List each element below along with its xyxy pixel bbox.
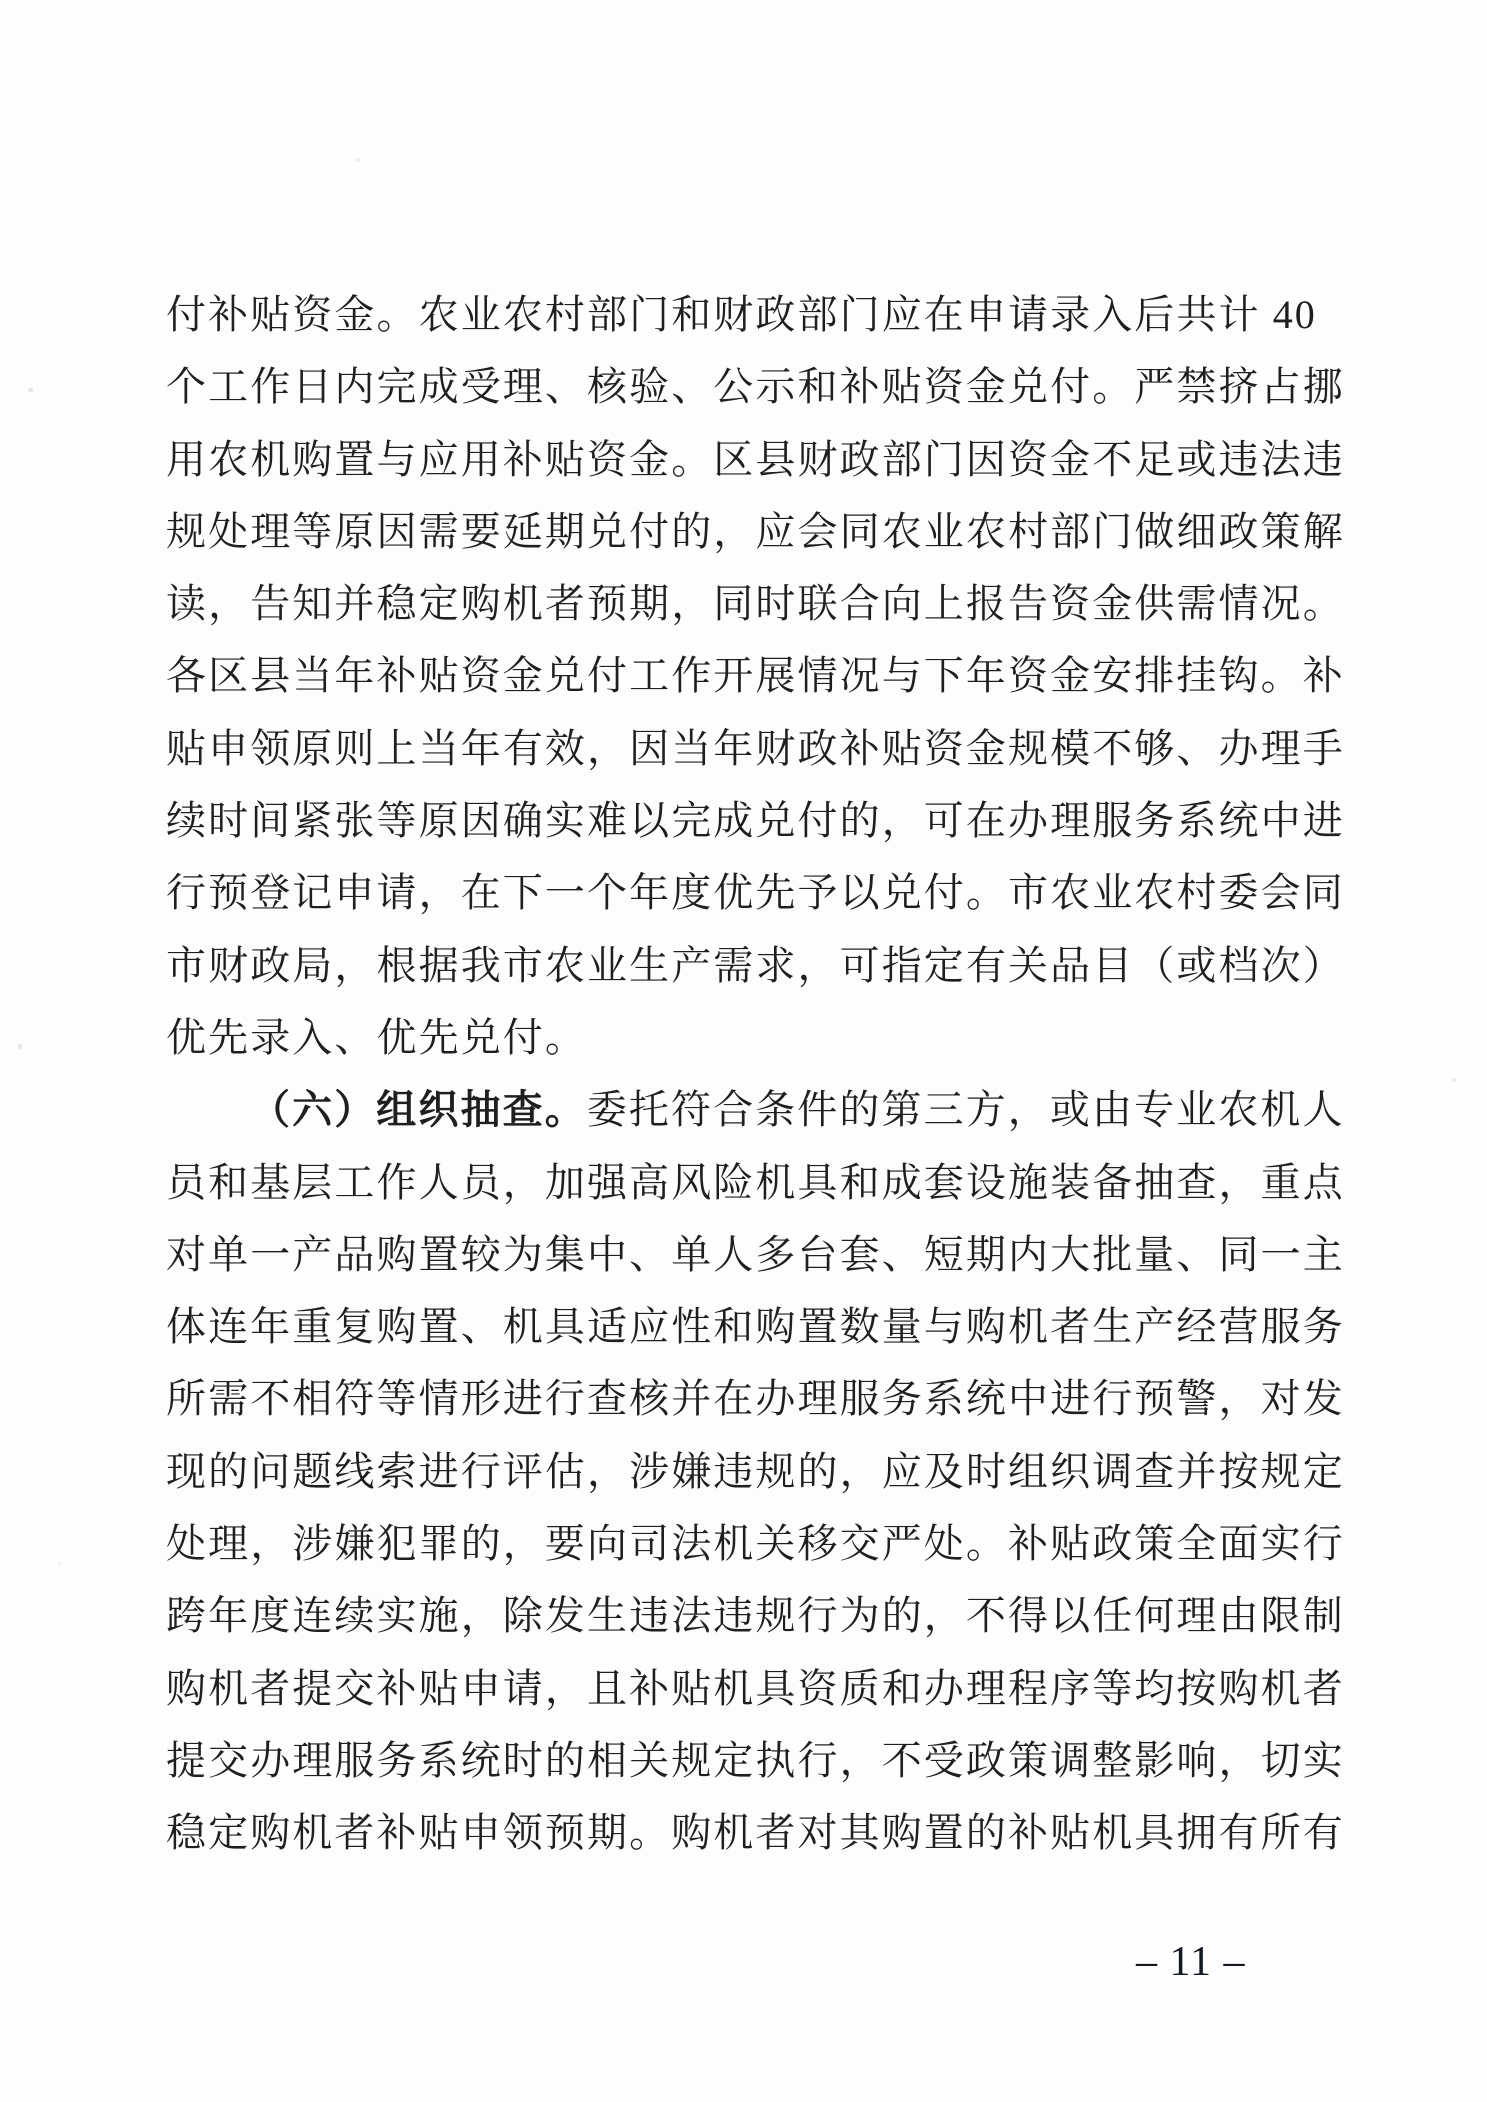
text-line: 市财政局，根据我市农业生产需求，可指定有关品目（或档次） [166,942,1345,988]
text-line: 付补贴资金。农业农村部门和财政部门应在申请录入后共计 40 [166,292,1317,337]
text-line [166,1074,1361,1146]
text-line: 稳定购机者补贴申领预期。购机者对其购置的补贴机具拥有所有 [166,1810,1345,1856]
text-line: 读，告知并稳定购机者预期，同时联合向上报告资金供需情况。 [166,581,1345,627]
section-heading: （六）组织抽查。 [250,1087,587,1133]
text-run: 委托符合条件的第三方，或由专业农机人 [586,1087,1345,1133]
scan-speckle [58,1562,61,1565]
text-line: 跨年度连续实施，除发生违法违规行为的，不得以任何理由限制 [166,1593,1345,1639]
text-line: 规处理等原因需要延期兑付的，应会同农业农村部门做细政策解 [166,508,1345,554]
text-line: 现的问题线索进行评估，涉嫌违规的，应及时组织调查并按规定 [166,1448,1345,1494]
text-line: 处理，涉嫌犯罪的，要向司法机关移交严处。补贴政策全面实行 [166,1521,1345,1567]
page-number: – 11 – [1136,1939,1246,1985]
scan-speckle [356,158,360,162]
text-line: 各区县当年补贴资金兑付工作开展情况与下年资金安排挂钩。补 [166,653,1345,699]
text-line: 员和基层工作人员，加强高风险机具和成套设施装备抽查，重点 [166,1159,1345,1205]
scan-speckle [18,1044,22,1049]
text-line: 体连年重复购置、机具适应性和购置数量与购机者生产经营服务 [166,1304,1345,1350]
text-line: 对单一产品购置较为集中、单人多台套、短期内大批量、同一主 [166,1231,1345,1277]
text-line: 个工作日内完成受理、核验、公示和补贴资金兑付。严禁挤占挪 [166,364,1345,410]
text-line: 贴申领原则上当年有效，因当年财政补贴资金规模不够、办理手 [166,725,1345,771]
text-line paragraph-end: 优先录入、优先兑付。 [166,1014,587,1060]
text-line: 购机者提交补贴申请，且补贴机具资质和办理程序等均按购机者 [166,1665,1345,1711]
text-line: 所需不相符等情形进行查核并在办理服务系统中进行预警，对发 [166,1376,1345,1422]
scan-speckle [28,388,33,392]
text-line: 提交办理服务系统时的相关规定执行，不受政策调整影响，切实 [166,1737,1345,1783]
text-line: 行预登记申请，在下一个年度优先予以兑付。市农业农村委会同 [166,870,1345,916]
text-line: 用农机购置与应用补贴资金。区县财政部门因资金不足或违法违 [166,436,1345,482]
scan-speckle [1452,1078,1456,1082]
body-text-block [166,279,1361,1870]
text-line: 续时间紧张等原因确实难以完成兑付的，可在办理服务系统中进 [166,798,1345,844]
